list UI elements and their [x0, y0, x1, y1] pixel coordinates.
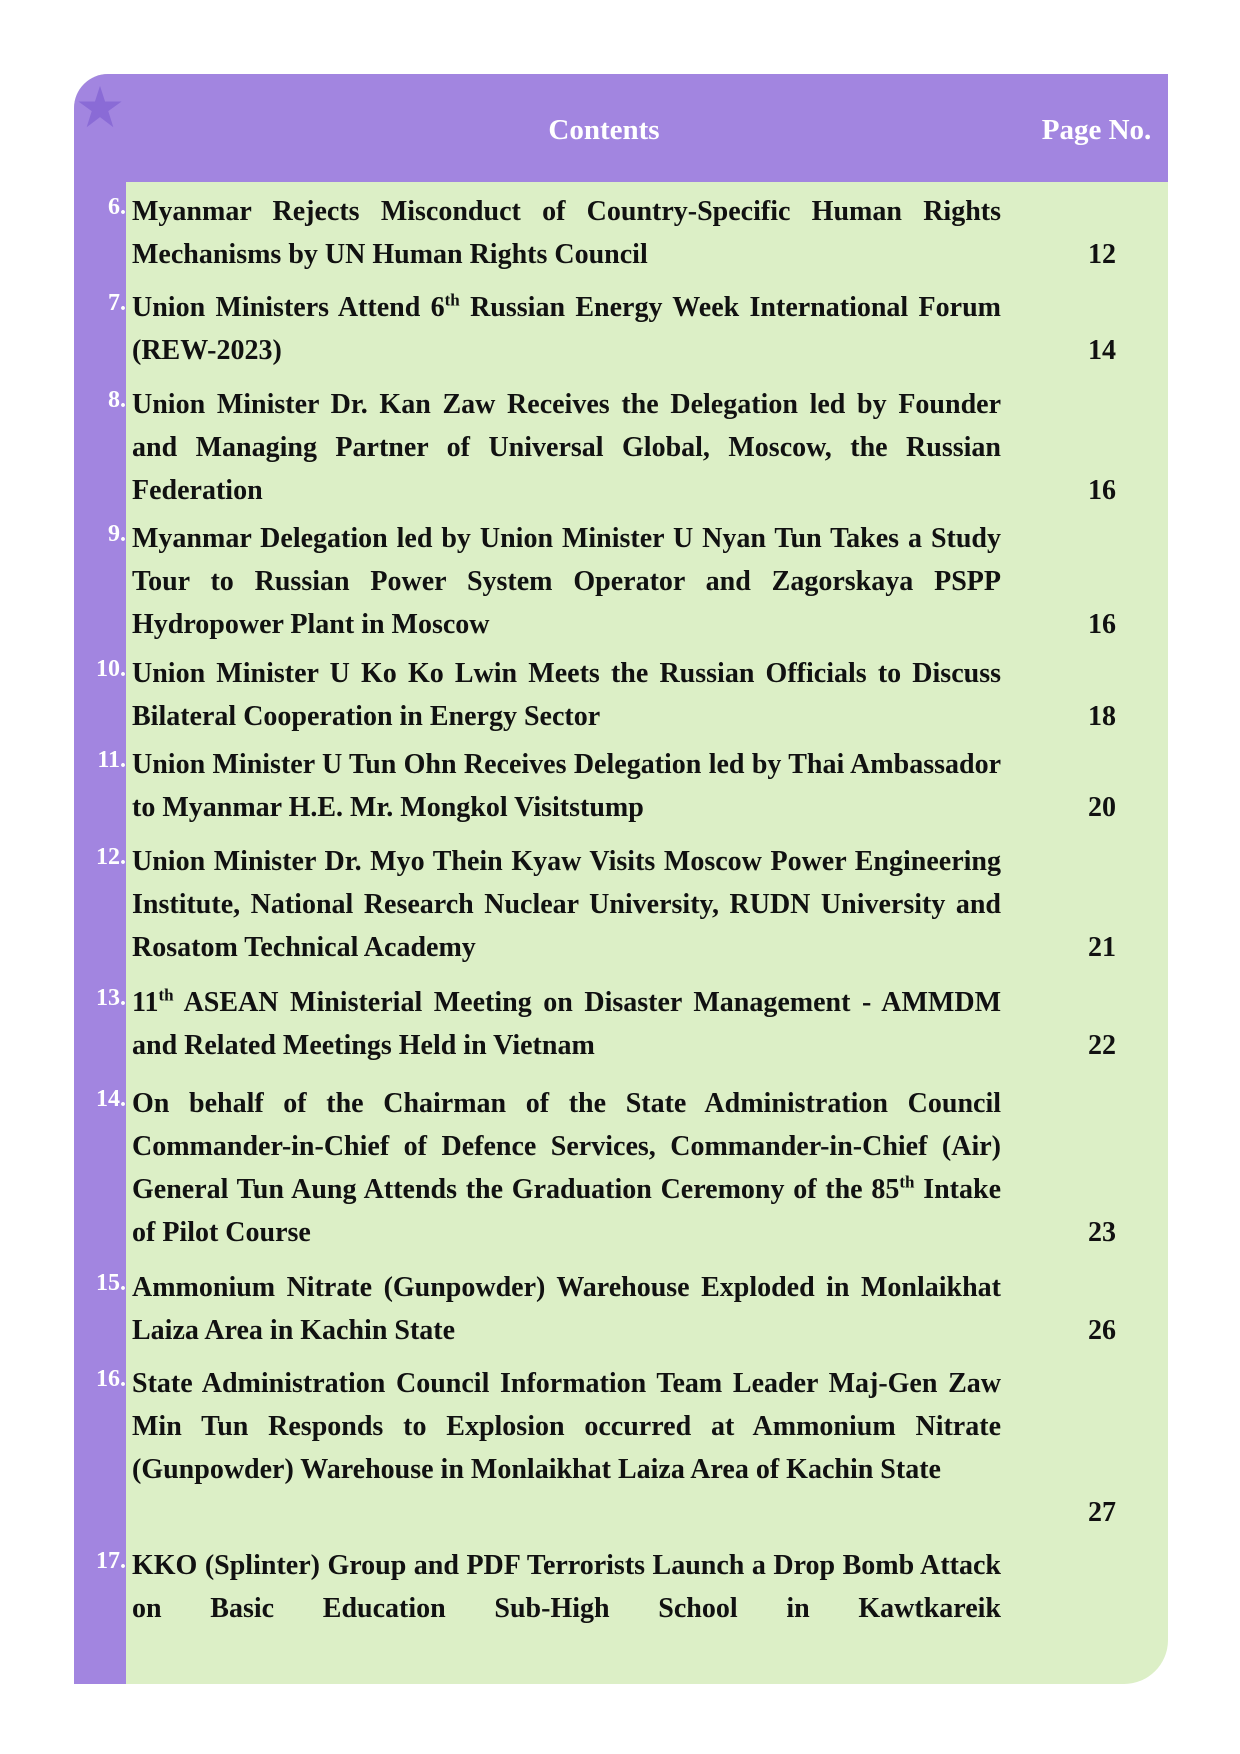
entry-number: 16.: [96, 1366, 126, 1392]
entry-page: 23: [1088, 1217, 1116, 1248]
entry-page: 21: [1088, 932, 1116, 963]
contents-heading: Contents: [548, 114, 660, 146]
entry-page: 16: [1088, 609, 1116, 640]
entry-title: Myanmar Rejects Misconduct of Country-Specific Human Rights Mechanisms by UN Human Rights Council: [132, 196, 1001, 270]
contents-panel: [74, 74, 1168, 1684]
entry-number: 6.: [108, 194, 126, 220]
entry-page: 20: [1088, 792, 1116, 823]
entry-title: Union Minister U Tun Ohn Receives Delegation led by Thai Ambassador to Myanmar H.E. Mr. Mongkol Visitstump: [132, 749, 1001, 823]
entry-number: 15.: [96, 1270, 126, 1296]
entry-title: Union Minister Dr. Kan Zaw Receives the Delegation led by Founder and Managing Partner of Universal Global, Moscow, the Russian Federation: [132, 389, 1001, 506]
entry-number: 14.: [96, 1086, 126, 1112]
entry-title: Myanmar Delegation led by Union Minister U Nyan Tun Takes a Study Tour to Russian Power System Operator and Zagorskaya PSPP Hydropower Plant in Moscow: [132, 523, 1001, 640]
entry-page: 26: [1088, 1315, 1116, 1346]
entry-title: 11th ASEAN Ministerial Meeting on Disaster Management - AMMDM and Related Meetings Held in Vietnam: [132, 985, 1001, 1061]
entry-page: 18: [1088, 701, 1116, 732]
entry-number: 10.: [96, 656, 126, 682]
entry-number: 8.: [108, 387, 126, 413]
entry-page: 16: [1088, 475, 1116, 506]
entry-number: 9.: [108, 521, 126, 547]
entry-number: 12.: [96, 844, 126, 870]
entry-number: 13.: [96, 985, 126, 1011]
entry-title: On behalf of the Chairman of the State Administration Council Commander-in-Chief of Defence Services, Commander-in-Chief (Air) General Tun Aung Attends the Graduation Ceremony of the 85th Intake of Pilot Course: [132, 1088, 1002, 1248]
entry-number: 11.: [97, 747, 126, 773]
entry-page: 12: [1088, 239, 1116, 270]
star-icon: [77, 84, 123, 130]
entry-title: KKO (Splinter) Group and PDF Terrorists Launch a Drop Bomb Attack on Basic Education Sub-High School in Kawtkareik: [132, 1550, 1001, 1624]
entry-title: Ammonium Nitrate (Gunpowder) Warehouse Exploded in Monlaikhat Laiza Area in Kachin State: [132, 1272, 1001, 1346]
entry-page: 14: [1088, 335, 1116, 366]
entry-title: Union Minister U Ko Ko Lwin Meets the Russian Officials to Discuss Bilateral Cooperation in Energy Sector: [132, 658, 1001, 732]
entry-title: Union Minister Dr. Myo Thein Kyaw Visits Moscow Power Engineering Institute, National Research Nuclear University, RUDN University and Rosatom Technical Academy: [132, 846, 1001, 963]
entry-title: Union Ministers Attend 6th Russian Energy Week International Forum (REW-2023): [132, 290, 1001, 366]
entry-title: State Administration Council Information Team Leader Maj-Gen Zaw Min Tun Responds to Explosion occurred at Ammonium Nitrate (Gunpowder) Warehouse in Monlaikhat Laiza Area of Kachin State: [132, 1368, 1001, 1485]
entry-page: 27: [1088, 1497, 1116, 1528]
entry-page: 22: [1088, 1030, 1116, 1061]
entry-number: 7.: [108, 290, 126, 316]
page-number-heading: Page No.: [1041, 114, 1152, 146]
entry-number: 17.: [96, 1548, 126, 1574]
